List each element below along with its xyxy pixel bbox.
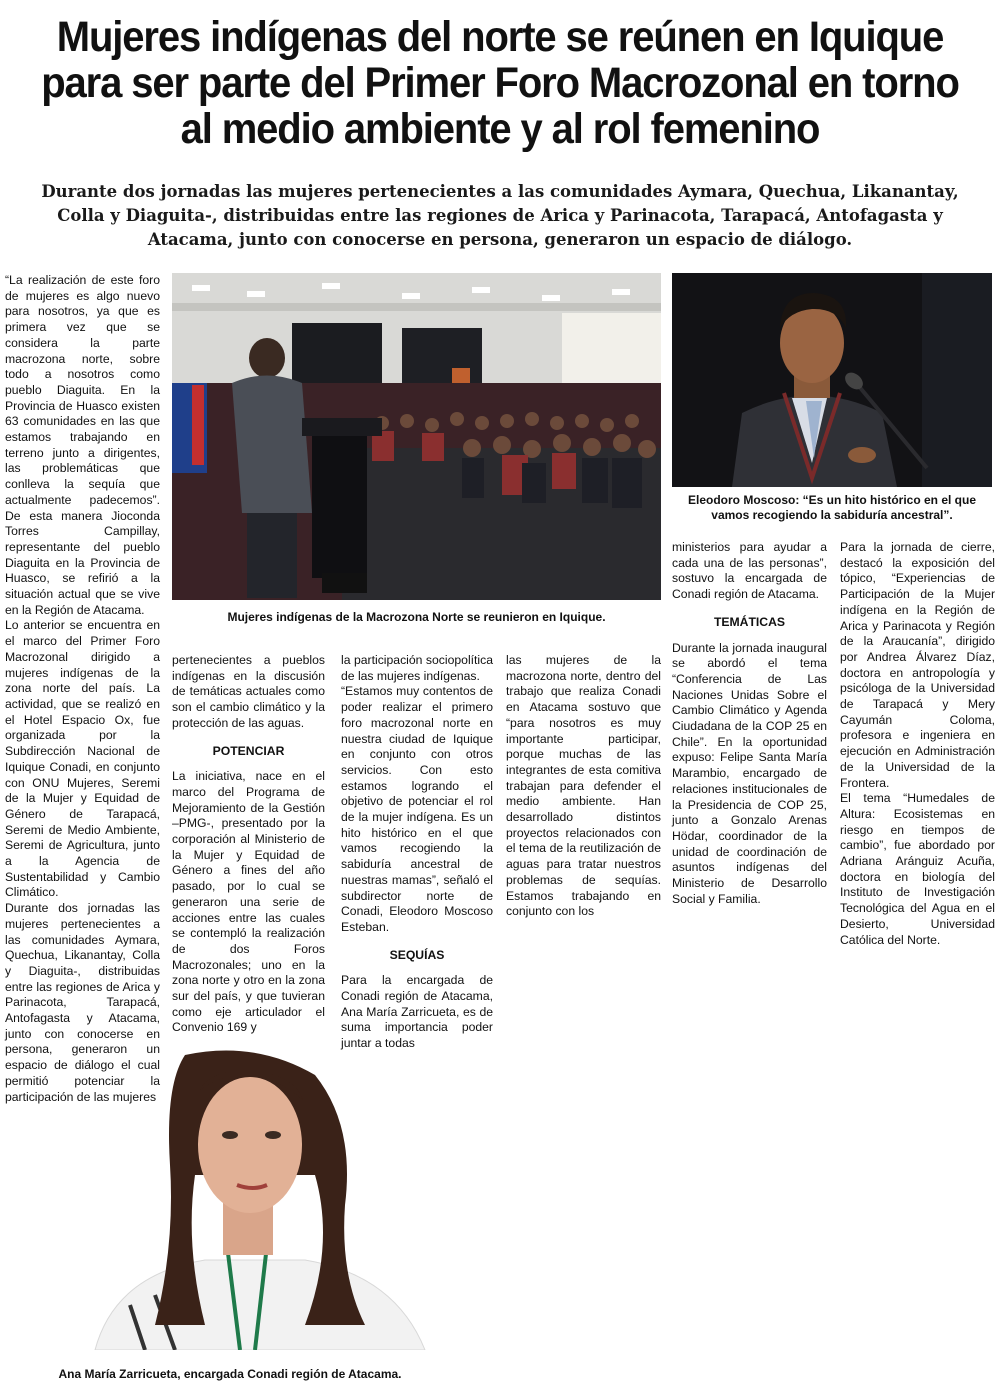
article-column-1 xyxy=(5,273,160,1105)
article-column-6 xyxy=(840,540,995,948)
column-6-paragraph-1: Para la jornada de cierre, destacó la exposición del tópico, “Experiencias de Participación de la Mujer indígena en la Región de Arica y Parinacota y Región de la Araucanía”, dirigido por Andrea Álvarez Díaz, doctora en antropología y psicóloga de la Universidad de Tarapacá y Mery Cayumán Coloma, profesora e ingeniera en ejecución en Administración de la Universidad de la Frontera. xyxy=(840,540,995,790)
headline-line-1: Mujeres indígenas del norte se reúnen en Iquique xyxy=(56,13,944,61)
article-column-4 xyxy=(506,653,661,920)
column-3-paragraph-3: Para la encargada de Conadi región de Atacama, Ana María Zarricueta, es de suma importancia poder juntar a todas xyxy=(341,973,493,1051)
column-5-paragraph-2: Durante la jornada inaugural se abordó el tema “Conferencia de Las Naciones Unidas Sobre el Cambio Climático y Agenda Ciudadana de la COP 25 en Chile”. En la oportunidad expuso: Felipe Santa María Marambio, encargado de relaciones institucionales de la Presidencia de COP 25, junto a Gonzalo Arenas Hödar, coordinador de la unidad de coordinación de asuntos indígenas del Ministerio de Desarrollo Social y Familia. xyxy=(672,640,827,906)
portrait-photo-caption: Ana María Zarricueta, encargada Conadi región de Atacama. xyxy=(58,1367,402,1381)
column-5-paragraph-1: ministerios para ayudar a cada una de las personas”, sostuvo la encargada de Conadi región de Atacama. xyxy=(672,540,827,602)
speaker-photo-caption: Eleodoro Moscoso: “Es un hito histórico en el que vamos recogiendo la sabiduría ancestral”. xyxy=(687,493,977,522)
article-column-2 xyxy=(172,653,325,1036)
column-2-paragraph-1: pertenecientes a pueblos indígenas en la discusión de temáticas actuales como son el cambio climático y la protección de las aguas. xyxy=(172,653,325,730)
conference-photo xyxy=(172,273,661,600)
speaker-photo xyxy=(672,273,992,487)
column-3-paragraph-2: “Estamos muy contentos de poder realizar el primero foro macrozonal norte en nuestra ciudad de Iquique en conjunto con otros servicios. Con esto estamos logrando el objetivo de potenciar el rol de la mujer indígena. Es un hito histórico en el que vamos recogiendo la sabiduría ancestral de nuestras mamas”, señaló el subdirector norte de Conadi, Eleodoro Moscoso Esteban. xyxy=(341,684,493,934)
headline xyxy=(35,14,965,152)
column-1-paragraph-1: “La realización de este foro de mujeres es algo nuevo para nosotros, ya que es primera vez que se considera la parte macrozona norte, sobre todo a nosotros como pueblo Diaguita. En la Provincia de Huasco existen 63 comunidades en las que estamos trabajando en terreno junto a dirigentes, las problemáticas que conlleva la sequía que actualmente padecemos”. De esta manera Jioconda Torres Campillay, representante del pueblo Diaguita en la Provincia de Huasco, se refirió a la situación actual que se vive en la Región de Atacama. xyxy=(5,273,160,617)
conference-photo-caption: Mujeres indígenas de la Macrozona Norte se reunieron en Iquique. xyxy=(227,610,606,624)
column-6-paragraph-2: El tema “Humedales de Altura: Ecosistemas en riesgo en tiempos de cambio”, fue abordado por Adriana Aránguiz Acuña, doctora en biología del Instituto de Investigación Tecnológica del Agua en el Desierto, Universidad Católica del Norte. xyxy=(840,791,995,947)
column-1-paragraph-2: Lo anterior se encuentra en el marco del Primer Foro Macrozonal dirigido a mujeres indígenas de la zona norte del país. La actividad, que se realizó en el Hotel Espacio Ox, fue organizada por la Subdirección Nacional de Iquique Conadi, en conjunto con ONU Mujeres, Seremi de la Mujer y Equidad de Género de Tarapacá, Seremi de Medio Ambiente, Seremi de Agricultura, junto a la Agencia de Sustentabilidad y Cambio Climático. xyxy=(5,618,160,900)
headline-line-3: al medio ambiente y al rol femenino xyxy=(180,105,820,153)
column-1-paragraph-3: Durante dos jornadas las mujeres pertenecientes a las comunidades Aymara, Quechua, Likanantay, Colla y Diaguita-, distribuidas entre las regiones de Arica y Parinacota, Tarapacá, Antofagasta y Atacama, junto con conocerse en persona, generaron un espacio de diálogo el cual permitió potenciar la participación de las mujeres xyxy=(5,901,160,1104)
lead-paragraph: Durante dos jornadas las mujeres pertenecientes a las comunidades Aymara, Quechua, Likanantay, Colla y Diaguita-, distribuidas entre las regiones de Arica y Parinacota, Tarapacá, Antofagasta y Atacama, junto con conocerse en persona, generaron un espacio de diálogo. xyxy=(41,182,959,249)
section-heading-tematicas: TEMÁTICAS xyxy=(713,614,786,629)
column-4-paragraph-1: las mujeres de la macrozona norte, dentro del trabajo que realiza Conadi en Atacama sostuvo que “para nosotros es muy importante participar, porque muchas de las integrantes de esta comitiva trabajan para defender el medio ambiente. Han desarrollado distintos proyectos relacionados con el tema de la reutilización de aguas para tratar nuestros problemas de sequías. Estamos trabajando en conjunto con los xyxy=(506,653,661,919)
headline-line-2: para ser parte del Primer Foro Macrozonal en torno xyxy=(41,59,959,107)
article-column-3 xyxy=(341,653,493,1052)
column-3-paragraph-1: la participación sociopolítica de las mujeres indígenas. xyxy=(341,653,493,683)
article-column-5 xyxy=(672,540,827,907)
section-heading-sequias: SEQUÍAS xyxy=(389,947,445,962)
section-heading-potenciar: POTENCIAR xyxy=(212,743,285,758)
column-2-paragraph-2: La iniciativa, nace en el marco del Programa de Mejoramiento de la Gestión –PMG-, presentado por la corporación al Ministerio de la Mujer y Equidad de Género a fines del año pasado, por lo cual se generaron una serie de acciones entre las cuales se contempló la realización de dos Foros Macrozonales; uno en la zona norte y otro en la zona sur del país, y que tuvieran como eje articulador el Convenio 169 y xyxy=(172,769,325,1035)
